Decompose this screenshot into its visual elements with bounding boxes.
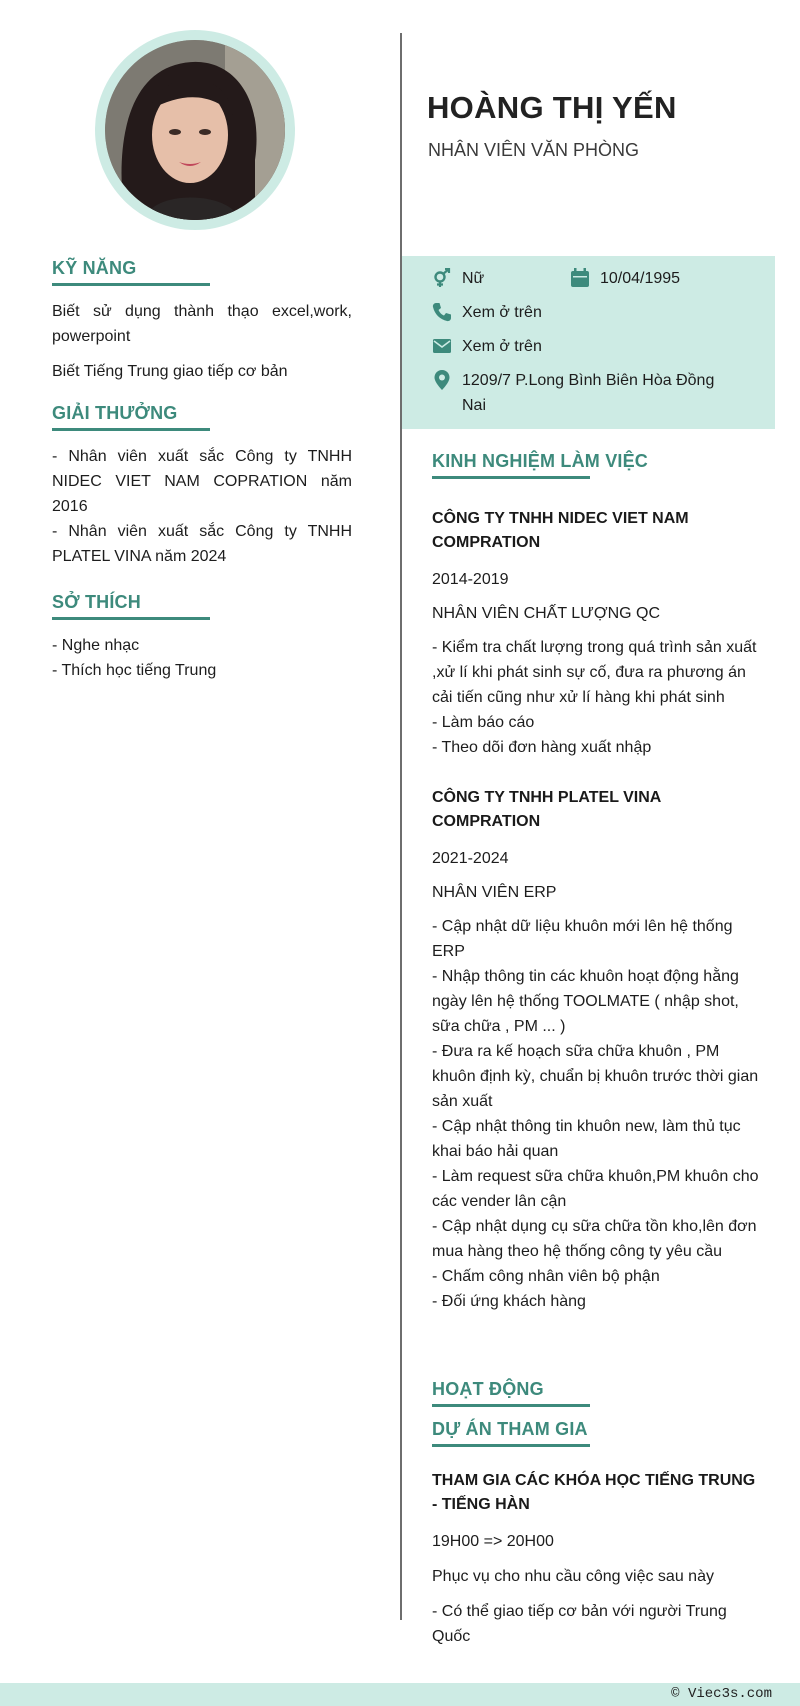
projects-underline [432, 1444, 590, 1447]
candidate-title: NHÂN VIÊN VĂN PHÒNG [428, 140, 640, 160]
email-value: Xem ở trên [462, 338, 542, 355]
job-company: CÔNG TY TNHH NIDEC VIET NAM COMPRATION [432, 510, 689, 551]
awards-section [52, 403, 352, 569]
job-duty: - Làm báo cáo [432, 714, 535, 731]
award-item: - Nhân viên xuất sắc Công ty TNHH NIDEC VIET NAM COPRATION năm 2016 [52, 448, 352, 515]
project-name: THAM GIA CÁC KHÓA HỌC TIẾNG TRUNG - TIẾNG HÀN [432, 1472, 756, 1513]
job-duty: - Kiểm tra chất lượng trong quá trình sản xuất ,xử lí khi phát sinh sự cố, đưa ra phương án cải tiến cũng như xử lí hàng khi phát sinh [432, 639, 757, 706]
skills-underline [52, 283, 210, 286]
skill-item: Biết Tiếng Trung giao tiếp cơ bản [52, 363, 288, 380]
hobbies-heading: SỞ THÍCH [52, 592, 141, 612]
hobby-item: - Thích học tiếng Trung [52, 662, 217, 679]
phone-value: Xem ở trên [462, 304, 542, 321]
job-duty: - Đối ứng khách hàng [432, 1293, 586, 1310]
contact-email [432, 334, 542, 359]
award-item: - Nhân viên xuất sắc Công ty TNHH PLATEL VINA năm 2024 [52, 523, 352, 565]
experience-section [432, 451, 762, 1314]
job-duty: - Chấm công nhân viên bộ phận [432, 1268, 660, 1285]
skills-heading: KỸ NĂNG [52, 258, 137, 278]
activities-section [432, 1379, 762, 1407]
awards-heading: GIẢI THƯỞNG [52, 403, 178, 423]
contact-gender [432, 266, 484, 291]
projects-heading: DỰ ÁN THAM GIA [432, 1419, 588, 1439]
calendar-icon [570, 268, 590, 288]
job-position: NHÂN VIÊN ERP [432, 884, 557, 901]
job-duty: - Theo dõi đơn hàng xuất nhập [432, 739, 652, 756]
avatar-portrait-image [105, 40, 285, 220]
footer-bar [0, 1683, 800, 1706]
job-period: 2014-2019 [432, 571, 509, 588]
experience-heading: KINH NGHIỆM LÀM VIỆC [432, 451, 649, 471]
job-duty: - Cập nhật dữ liệu khuôn mới lên hệ thống ERP [432, 918, 733, 960]
job-position: NHÂN VIÊN CHẤT LƯỢNG QC [432, 605, 661, 622]
job-period: 2021-2024 [432, 850, 509, 867]
project-result: - Có thể giao tiếp cơ bản với người Trung Quốc [432, 1603, 727, 1645]
projects-section [432, 1419, 762, 1649]
skills-section [52, 258, 352, 384]
job-duty: - Nhập thông tin các khuôn hoạt động hằng ngày lên hệ thống TOOLMATE ( nhập shot, sữa chữa , PM ... ) [432, 968, 739, 1035]
location-pin-icon [432, 370, 452, 390]
skill-item: Biết sử dụng thành thạo excel,work, powerpoint [52, 303, 352, 345]
experience-underline [432, 476, 590, 479]
email-icon [432, 336, 452, 356]
avatar [105, 40, 285, 220]
gender-value: Nữ [462, 270, 485, 287]
activities-underline [432, 1404, 590, 1407]
contact-birthday [570, 266, 680, 291]
birthday-value: 10/04/1995 [600, 270, 681, 287]
job-duty: - Cập nhật thông tin khuôn new, làm thủ tục khai báo hải quan [432, 1118, 741, 1160]
contact-phone [432, 300, 542, 325]
address-value: 1209/7 P.Long Bình Biên Hòa Đồng Nai [462, 372, 715, 414]
awards-underline [52, 428, 210, 431]
gender-icon [432, 268, 452, 288]
hobby-item: - Nghe nhạc [52, 637, 140, 654]
project-purpose: Phục vụ cho nhu cầu công việc sau này [432, 1568, 714, 1585]
job-duty: - Đưa ra kế hoạch sữa chữa khuôn , PM khuôn định kỳ, chuẩn bị khuôn trước thời gian sản xuất [432, 1043, 759, 1110]
activities-heading: HOẠT ĐỘNG [432, 1379, 544, 1399]
hobbies-underline [52, 617, 210, 620]
hobbies-section [52, 592, 352, 683]
footer-credit: © Viec3s.com [671, 1686, 772, 1702]
contact-address [432, 368, 742, 418]
job-entry [432, 786, 762, 1314]
candidate-name: HOÀNG THỊ YẾN [427, 90, 677, 125]
job-duty: - Làm request sữa chữa khuôn,PM khuôn cho các vender lân cận [432, 1168, 759, 1210]
job-duty: - Cập nhật dụng cụ sữa chữa tồn kho,lên đơn mua hàng theo hệ thống công ty yêu cầu [432, 1218, 757, 1260]
phone-icon [432, 302, 452, 322]
job-entry [432, 507, 762, 760]
project-time: 19H00 => 20H00 [432, 1533, 554, 1550]
job-company: CÔNG TY TNHH PLATEL VINA COMPRATION [432, 789, 661, 830]
